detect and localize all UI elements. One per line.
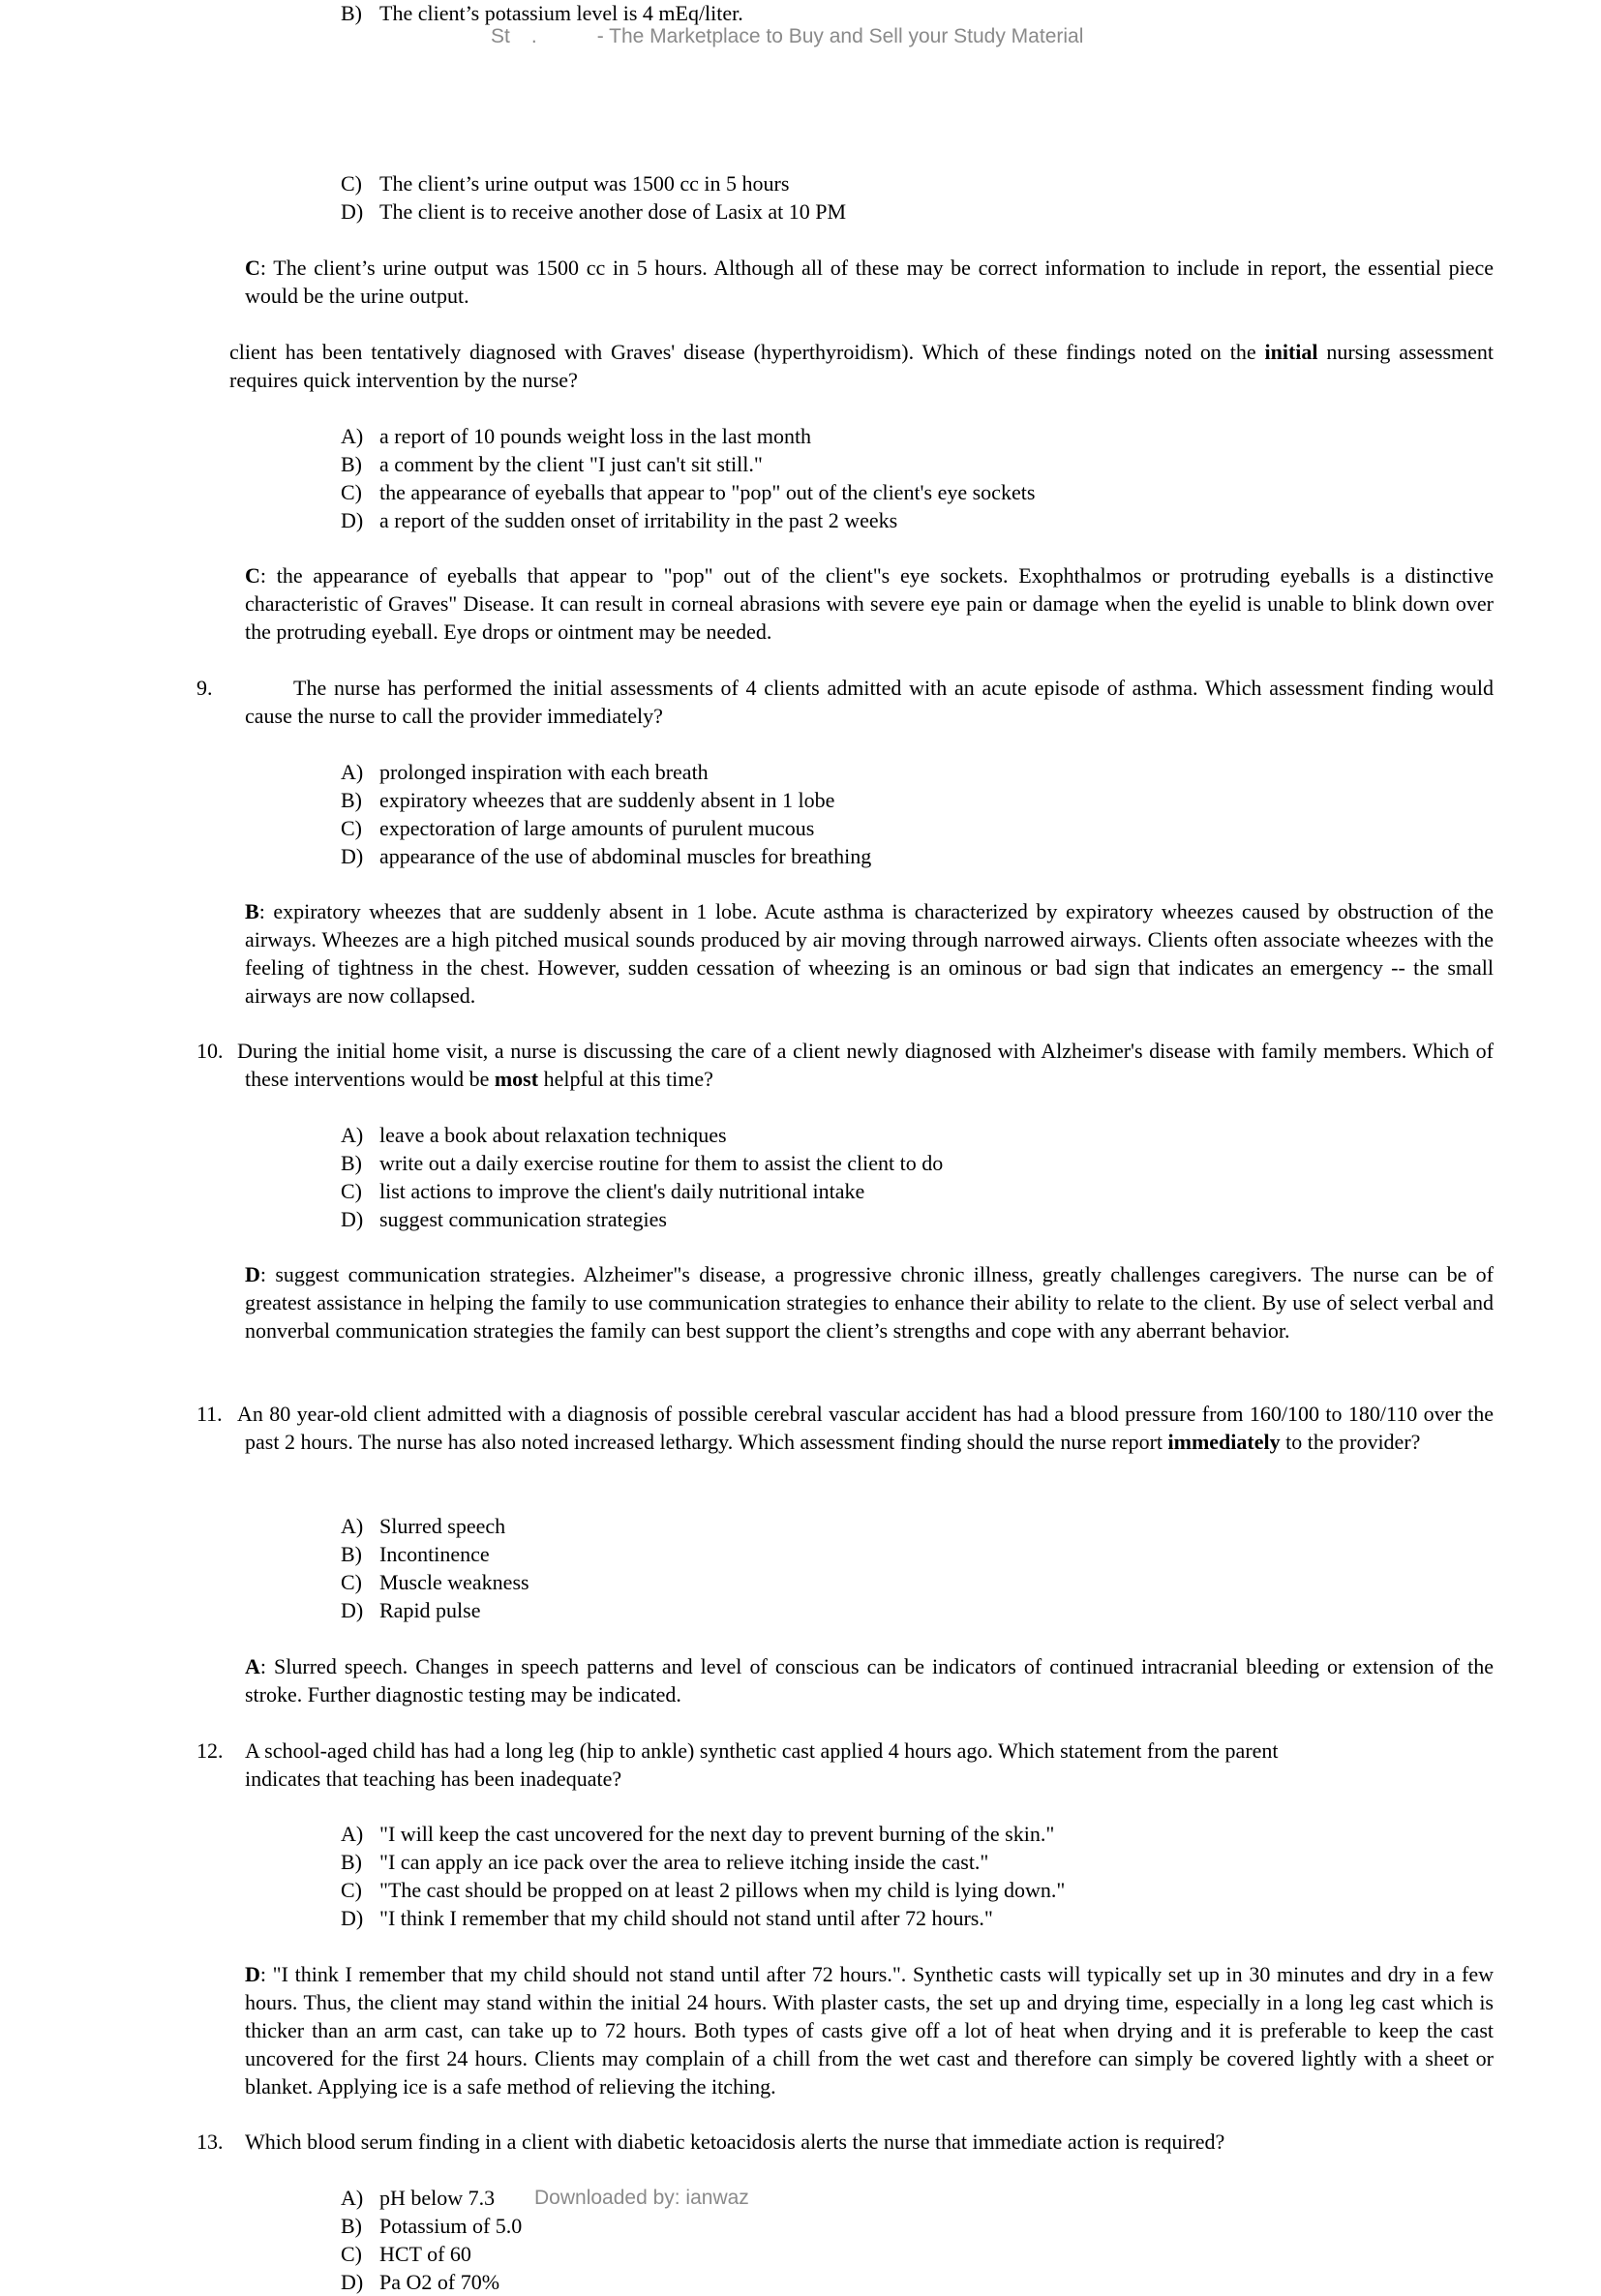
- answer-explanation: [245, 561, 1494, 646]
- option-c: [341, 1177, 864, 1205]
- option-label: C): [341, 171, 362, 196]
- answer-text: : expiratory wheezes that are suddenly absent in 1 lobe. Acute asthma is characterized by expiratory wheezes caused by obstruction of the airways. Wheezes are a high pitched musical sounds produced by air moving through narrowed airways. Clients often associate wheezes with the feeling of tightness in the chest. However, sudden cessation of wheezing is an ominous or bad sign that indicates an emergency -- the small airways are now collapsed.: [245, 899, 1494, 1008]
- option-a: [341, 1121, 727, 1149]
- stem-emphasis: initial: [1264, 340, 1318, 364]
- option-b: [341, 1848, 988, 1876]
- option-text: HCT of 60: [379, 2242, 471, 2266]
- option-label: D): [341, 199, 364, 224]
- option-label: C): [341, 1878, 362, 1902]
- option-text: pH below 7.3: [379, 2186, 496, 2210]
- option-label: A): [341, 424, 364, 448]
- question-stem-line: A school-aged child has had a long leg (hip to ankle) synthetic cast applied 4 hours ago. Which statement from the parent: [245, 1738, 1279, 1763]
- option-text: Pa O2 of 70%: [379, 2270, 500, 2294]
- answer-key: A: [245, 1654, 260, 1678]
- answer-key: C: [245, 563, 260, 588]
- answer-explanation: [245, 1652, 1494, 1708]
- answer-key: D: [245, 1262, 260, 1286]
- answer-explanation: [245, 897, 1494, 1010]
- option-text: "I will keep the cast uncovered for the next day to prevent burning of the skin.": [379, 1822, 1055, 1846]
- question-number: 12.: [196, 1738, 224, 1763]
- option-label: B): [341, 452, 362, 476]
- option-label: D): [341, 1207, 364, 1231]
- option-text: Incontinence: [379, 1542, 490, 1566]
- option-a: [341, 1512, 505, 1540]
- answer-key: C: [245, 256, 260, 280]
- option-a: [341, 2184, 495, 2212]
- option-label: B): [341, 1542, 362, 1566]
- option-text: appearance of the use of abdominal muscles for breathing: [379, 844, 872, 868]
- question-stem: [229, 338, 1494, 394]
- stem-text: During the initial home visit, a nurse is discussing the care of a client newly diagnosed with Alzheimer's disease with family members. Which of these interventions would be: [237, 1039, 1494, 1091]
- option-label: B): [341, 1850, 362, 1874]
- option-c: [341, 1568, 529, 1596]
- option-text: a comment by the client "I just can't sit still.": [379, 452, 763, 476]
- option-d: [341, 1205, 667, 1233]
- option-label: B): [341, 2214, 362, 2238]
- question-number: 13.: [196, 2130, 224, 2154]
- option-label: A): [341, 760, 364, 784]
- option-text: leave a book about relaxation techniques: [379, 1123, 727, 1147]
- stem-emphasis: immediately: [1167, 1430, 1281, 1454]
- stem-emphasis: most: [494, 1067, 539, 1091]
- option-text: The client is to receive another dose of Lasix at 10 PM: [379, 199, 847, 224]
- option-d: [341, 197, 846, 226]
- option-b: [341, 0, 743, 27]
- option-a: [341, 422, 811, 450]
- stem-text: An 80 year-old client admitted with a diagnosis of possible cerebral vascular accident has had a blood pressure from 160/100 to 180/110 over the past 2 hours. The nurse has also noted increased lethargy. Which assessment finding should the nurse report: [237, 1402, 1494, 1454]
- option-c: [341, 169, 789, 197]
- option-label: C): [341, 2242, 362, 2266]
- option-text: prolonged inspiration with each breath: [379, 760, 709, 784]
- option-a: [341, 1820, 1054, 1848]
- option-text: a report of the sudden onset of irritability in the past 2 weeks: [379, 508, 898, 532]
- watermark-header: [491, 25, 1083, 48]
- option-label: C): [341, 1179, 362, 1203]
- option-text: a report of 10 pounds weight loss in the last month: [379, 424, 812, 448]
- option-text: expiratory wheezes that are suddenly absent in 1 lobe: [379, 788, 835, 812]
- stem-text: helpful at this time?: [538, 1067, 713, 1091]
- question-stem: Which blood serum finding in a client with diabetic ketoacidosis alerts the nurse that immediate action is required?: [245, 2130, 1225, 2154]
- option-label: D): [341, 1906, 364, 1930]
- option-a: [341, 758, 709, 786]
- answer-explanation: [245, 1260, 1494, 1344]
- option-label: C): [341, 1570, 362, 1594]
- option-c: [341, 1876, 1065, 1904]
- question-number: 9.: [196, 676, 213, 700]
- option-text: write out a daily exercise routine for them to assist the client to do: [379, 1151, 944, 1175]
- answer-key: D: [245, 1962, 260, 1986]
- option-label: D): [341, 844, 364, 868]
- question-number: 10.: [196, 1039, 224, 1063]
- option-label: A): [341, 1514, 364, 1538]
- option-label: C): [341, 816, 362, 840]
- option-text: Muscle weakness: [379, 1570, 529, 1594]
- option-d: [341, 2268, 499, 2296]
- option-text: "The cast should be propped on at least 2 pillows when my child is lying down.": [379, 1878, 1066, 1902]
- option-d: [341, 1904, 993, 1932]
- option-text: Slurred speech: [379, 1514, 506, 1538]
- option-text: Potassium of 5.0: [379, 2214, 523, 2238]
- option-b: [341, 1149, 943, 1177]
- answer-text: : the appearance of eyeballs that appear to "pop" out of the client"s eye sockets. Exophthalmos or protruding eyeballs is a distinctive characteristic of Graves" Disease. It can result in corneal abrasions with severe eye pain or damage when the eyelid is unable to blink down over the protruding eyeball. Eye drops or ointment may be needed.: [245, 563, 1494, 644]
- stem-text: nursing assessment requires quick intervention by the nurse?: [229, 340, 1494, 392]
- option-c: [341, 478, 1035, 506]
- option-text: the appearance of eyeballs that appear to "pop" out of the client's eye sockets: [379, 480, 1036, 504]
- option-b: [341, 1540, 490, 1568]
- answer-text: : "I think I remember that my child should not stand until after 72 hours.". Synthetic casts will typically set up in 30 minutes and dry in a few hours. Thus, the client may stand within the initial 24 hours. With plaster casts, the set up and drying time, especially in a long leg cast which is thicker than an arm cast, can take up to 72 hours. Both types of casts give off a lot of heat when drying and it is preferable to keep the cast uncovered for the first 24 hours. Clients may complain of a chill from the wet cast and therefore can simply be covered lightly with a sheet or blanket. Applying ice is a safe method of relieving the itching.: [245, 1962, 1494, 2099]
- option-label: B): [341, 1, 362, 25]
- option-text: suggest communication strategies: [379, 1207, 667, 1231]
- answer-explanation: [245, 1960, 1494, 2100]
- watermark-part: St: [491, 25, 510, 47]
- question-stem: [196, 1400, 1494, 1456]
- option-label: D): [341, 1598, 364, 1622]
- stem-text: to the provider?: [1280, 1430, 1421, 1454]
- watermark-part: .: [530, 25, 537, 47]
- option-d: [341, 506, 897, 534]
- option-label: A): [341, 2186, 364, 2210]
- option-label: B): [341, 1151, 362, 1175]
- option-text: expectoration of large amounts of purulent mucous: [379, 816, 815, 840]
- watermark-text: - The Marketplace to Buy and Sell your Study Material: [596, 25, 1084, 47]
- answer-key: B: [245, 899, 259, 923]
- question-number: 11.: [196, 1402, 223, 1426]
- option-text: "I think I remember that my child should not stand until after 72 hours.": [379, 1906, 993, 1930]
- option-b: [341, 450, 763, 478]
- option-d: [341, 1596, 481, 1624]
- watermark-footer: Downloaded by: ianwaz: [534, 2187, 749, 2209]
- answer-text: : Slurred speech. Changes in speech patterns and level of conscious can be indicators of continued intracranial bleeding or extension of the stroke. Further diagnostic testing may be indicated.: [245, 1654, 1494, 1707]
- option-label: A): [341, 1822, 364, 1846]
- answer-explanation: [245, 254, 1494, 310]
- option-label: B): [341, 788, 362, 812]
- option-label: D): [341, 508, 364, 532]
- option-b: [341, 786, 834, 814]
- answer-text: : suggest communication strategies. Alzheimer"s disease, a progressive chronic illness, greatly challenges caregivers. The nurse can be of greatest assistance in helping the family to use communication strategies to enhance their ability to relate to the client. By use of select verbal and nonverbal communication strategies the family can best support the client’s strengths and cope with any aberrant behavior.: [245, 1262, 1494, 1343]
- option-text: list actions to improve the client's daily nutritional intake: [379, 1179, 865, 1203]
- stem-text: client has been tentatively diagnosed with Graves' disease (hyperthyroidism). Which of these findings noted on the: [229, 340, 1265, 364]
- option-text: "I can apply an ice pack over the area to relieve itching inside the cast.": [379, 1850, 989, 1874]
- answer-text: : The client’s urine output was 1500 cc in 5 hours. Although all of these may be correct information to include in report, the essential piece would be the urine output.: [245, 256, 1494, 308]
- option-text: Rapid pulse: [379, 1598, 481, 1622]
- question-stem: The nurse has performed the initial assessments of 4 clients admitted with an acute episode of asthma. Which assessment finding would cause the nurse to call the provider immediately?: [245, 676, 1494, 728]
- question-stem-line: indicates that teaching has been inadequate?: [245, 1767, 622, 1791]
- option-label: A): [341, 1123, 364, 1147]
- option-label: D): [341, 2270, 364, 2294]
- option-text: The client’s urine output was 1500 cc in 5 hours: [379, 171, 790, 196]
- option-d: [341, 842, 871, 870]
- option-text: The client’s potassium level is 4 mEq/liter.: [379, 1, 743, 25]
- option-c: [341, 814, 814, 842]
- option-label: C): [341, 480, 362, 504]
- question-stem: [196, 1037, 1494, 1093]
- option-b: [341, 2212, 522, 2240]
